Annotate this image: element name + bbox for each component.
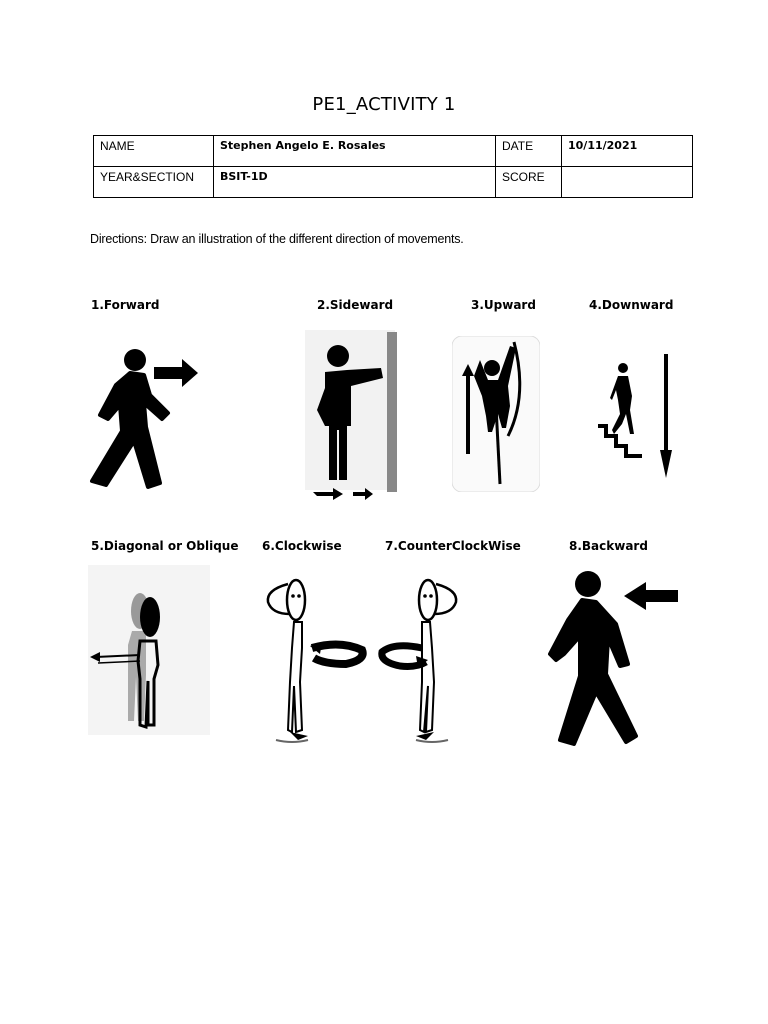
table-row [94,136,693,167]
date-value: 10/11/2021 [562,136,693,167]
person-walking-backward-icon [546,566,682,750]
page-title: PE1_ACTIVITY 1 [312,94,456,115]
person-walking-forward-icon [86,345,201,493]
name-label: NAME [94,136,214,167]
year-section-label: YEAR&SECTION [94,167,214,198]
label-forward: 1.Forward [91,298,160,312]
score-value [562,167,693,198]
name-value: Stephen Angelo E. Rosales [214,136,496,167]
label-upward: 3.Upward [471,298,536,312]
date-label: DATE [496,136,562,167]
directions-text: Directions: Draw an illustration of the different direction of movements. [90,232,464,246]
label-downward: 4.Downward [589,298,674,312]
table-row [94,167,693,198]
label-diagonal: 5.Diagonal or Oblique [91,539,239,553]
person-clockwise-icon [262,572,372,752]
label-backward: 8.Backward [569,539,648,553]
label-clockwise: 6.Clockwise [262,539,342,553]
person-pointing-sideward-icon [303,330,403,502]
year-section-value: BSIT-1D [214,167,496,198]
student-info-table [93,135,693,198]
label-counterclockwise: 7.CounterClockWise [385,539,521,553]
person-diagonal-icon [88,565,210,735]
person-climbing-upward-icon [452,336,540,492]
person-descending-stairs-icon [594,350,674,482]
person-counterclockwise-icon [376,572,486,752]
score-label: SCORE [496,167,562,198]
label-sideward: 2.Sideward [317,298,394,312]
